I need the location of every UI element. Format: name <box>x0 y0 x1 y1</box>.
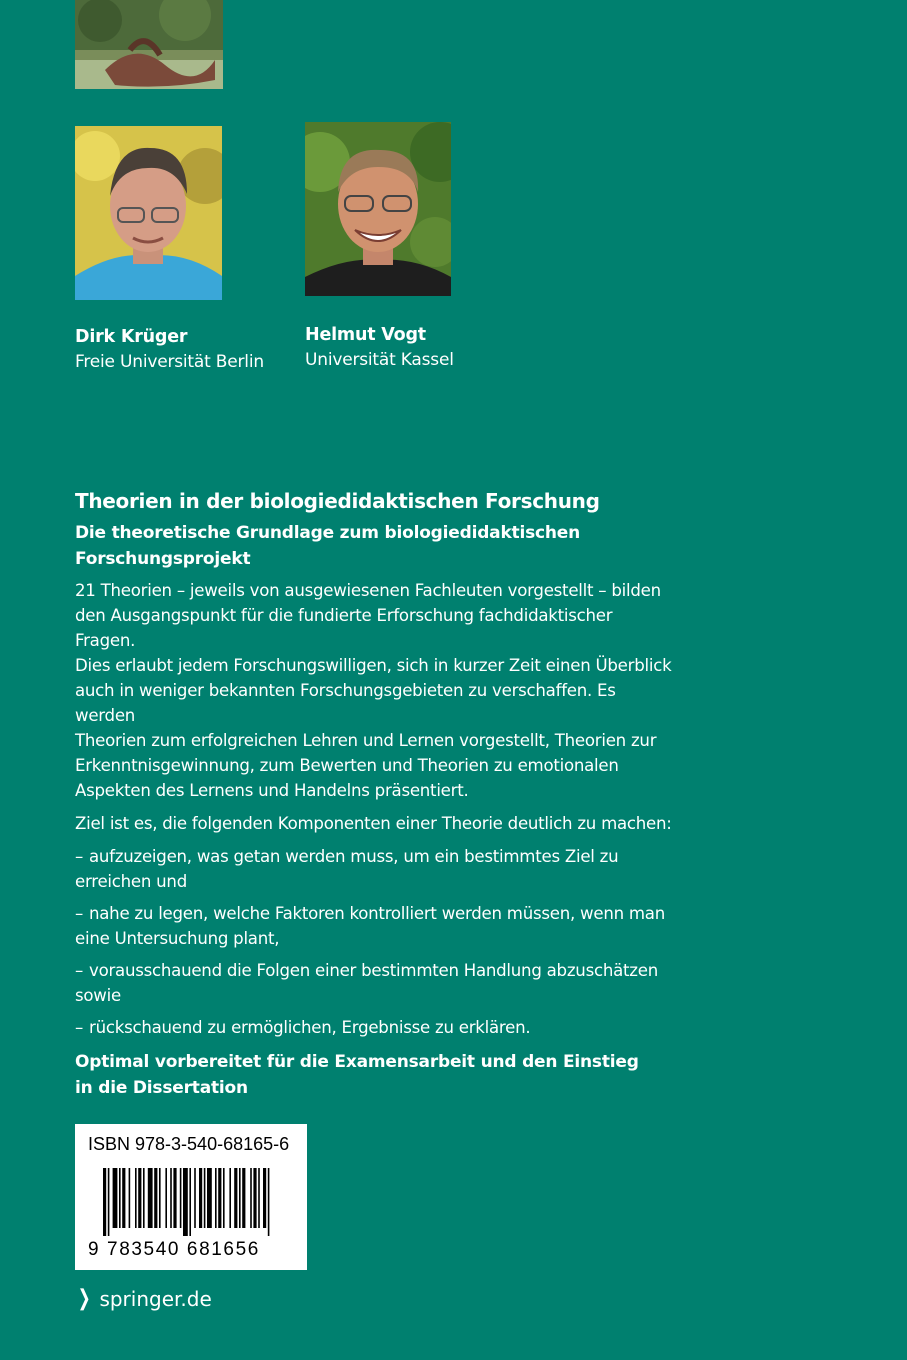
list-item <box>75 958 675 1008</box>
book-title: Theorien in der biologiedidaktischen Forschung <box>75 489 600 513</box>
barcode-bar <box>250 1168 252 1228</box>
isbn-number: ISBN 978-3-540-68165-6 <box>88 1134 290 1154</box>
barcode-bar <box>154 1168 157 1228</box>
author-affiliation: Freie Universität Berlin <box>75 352 264 372</box>
closing-line: in die Dissertation <box>75 1077 248 1098</box>
publisher-url: springer.de <box>99 1286 212 1311</box>
barcode-bar <box>159 1168 161 1228</box>
book-subtitle <box>75 521 675 572</box>
barcode-bar <box>239 1168 241 1228</box>
list-item-line: eine Untersuchung plant, <box>75 929 280 948</box>
closing-line: Optimal vorbereitet für die Examensarbeit und den Einstieg <box>75 1052 639 1072</box>
barcode-bar <box>242 1168 245 1228</box>
barcode-bar <box>108 1168 110 1236</box>
barcode-bar <box>229 1168 231 1228</box>
list-item <box>75 844 675 894</box>
intro-line: 21 Theorien – jeweils von ausgewiesenen Fachleuten vorgestellt – bilden <box>75 581 661 600</box>
barcode-bars <box>85 1168 297 1236</box>
goal-list <box>75 844 675 1040</box>
barcode-bar <box>258 1168 260 1228</box>
author-name: Helmut Vogt <box>305 325 426 345</box>
barcode-digits: 9 783540 681656 <box>88 1239 260 1260</box>
intro-line: Aspekten des Lernens und Handelns präsentiert. <box>75 781 469 800</box>
list-item <box>75 1015 675 1040</box>
barcode-bar <box>194 1168 196 1228</box>
author-photo-vogt <box>305 122 451 296</box>
goal-intro: Ziel ist es, die folgenden Komponenten einer Theorie deutlich zu machen: <box>75 814 672 833</box>
list-item-line: vorausschauend die Folgen einer bestimmten Handlung abzuschätzen <box>89 961 658 980</box>
barcode-bar <box>138 1168 141 1228</box>
intro-line: Theorien zum erfolgreichen Lehren und Lernen vorgestellt, Theorien zur <box>75 731 657 750</box>
barcode-bar <box>183 1168 188 1236</box>
barcode-bar <box>253 1168 256 1228</box>
barcode-bar <box>263 1168 266 1228</box>
barcode-bar <box>234 1168 237 1228</box>
intro-line: auch in weniger bekannten Forschungsgebieten zu verschaffen. Es werden <box>75 681 616 725</box>
subtitle-line: Forschungsprojekt <box>75 548 251 569</box>
barcode-bar <box>180 1168 182 1228</box>
barcode-bar <box>103 1168 106 1236</box>
list-item-line: rückschauend zu ermöglichen, Ergebnisse zu erklären. <box>89 1018 531 1037</box>
intro-line: den Ausgangspunkt für die fundierte Erforschung fachdidaktischer Fragen. <box>75 606 613 650</box>
author-vogt <box>305 322 454 372</box>
barcode-bar <box>199 1168 202 1228</box>
list-item <box>75 901 675 951</box>
barcode-bar <box>135 1168 137 1228</box>
intro-paragraph <box>75 578 675 803</box>
subtitle-line: Die theoretische Grundlage zum biologiedidaktischen <box>75 523 581 543</box>
isbn-barcode <box>75 1124 307 1270</box>
barcode-bar <box>189 1168 191 1236</box>
list-item-line: sowie <box>75 986 121 1005</box>
publisher-link[interactable] <box>75 1286 212 1311</box>
cover-photo-tree <box>75 0 223 89</box>
blurb <box>75 485 675 1101</box>
author-photo-krueger <box>75 126 222 300</box>
bullet-dash: – <box>75 847 84 866</box>
barcode-bar <box>215 1168 217 1228</box>
barcode-bar <box>268 1168 270 1236</box>
chevron-right-icon: ❯ <box>77 1286 91 1311</box>
list-item-line: aufzuzeigen, was getan werden muss, um ein bestimmtes Ziel zu <box>89 847 619 866</box>
barcode-bar <box>119 1168 121 1228</box>
barcode-bar <box>207 1168 212 1228</box>
author-affiliation: Universität Kassel <box>305 350 454 370</box>
list-item-line: nahe zu legen, welche Faktoren kontrolliert werden müssen, wenn man <box>89 904 665 923</box>
barcode-bar <box>173 1168 176 1228</box>
bullet-dash: – <box>75 1018 84 1037</box>
barcode-bar <box>165 1168 167 1228</box>
barcode-bar <box>113 1168 118 1228</box>
barcode-bar <box>148 1168 153 1228</box>
barcode-bar <box>143 1168 145 1228</box>
barcode-bar <box>122 1168 125 1228</box>
bullet-dash: – <box>75 904 84 923</box>
intro-line: Erkenntnisgewinnung, zum Bewerten und Theorien zu emotionalen <box>75 756 619 775</box>
barcode-bar <box>129 1168 131 1228</box>
intro-line: Dies erlaubt jedem Forschungswilligen, sich in kurzer Zeit einen Überblick <box>75 656 672 675</box>
barcode-bar <box>218 1168 221 1228</box>
closing-statement <box>75 1050 675 1101</box>
barcode-bar <box>223 1168 225 1228</box>
bullet-dash: – <box>75 961 84 980</box>
barcode-bar <box>170 1168 172 1228</box>
barcode-bar <box>204 1168 206 1228</box>
author-krueger <box>75 324 264 374</box>
author-name: Dirk Krüger <box>75 327 188 347</box>
list-item-line: erreichen und <box>75 872 187 891</box>
